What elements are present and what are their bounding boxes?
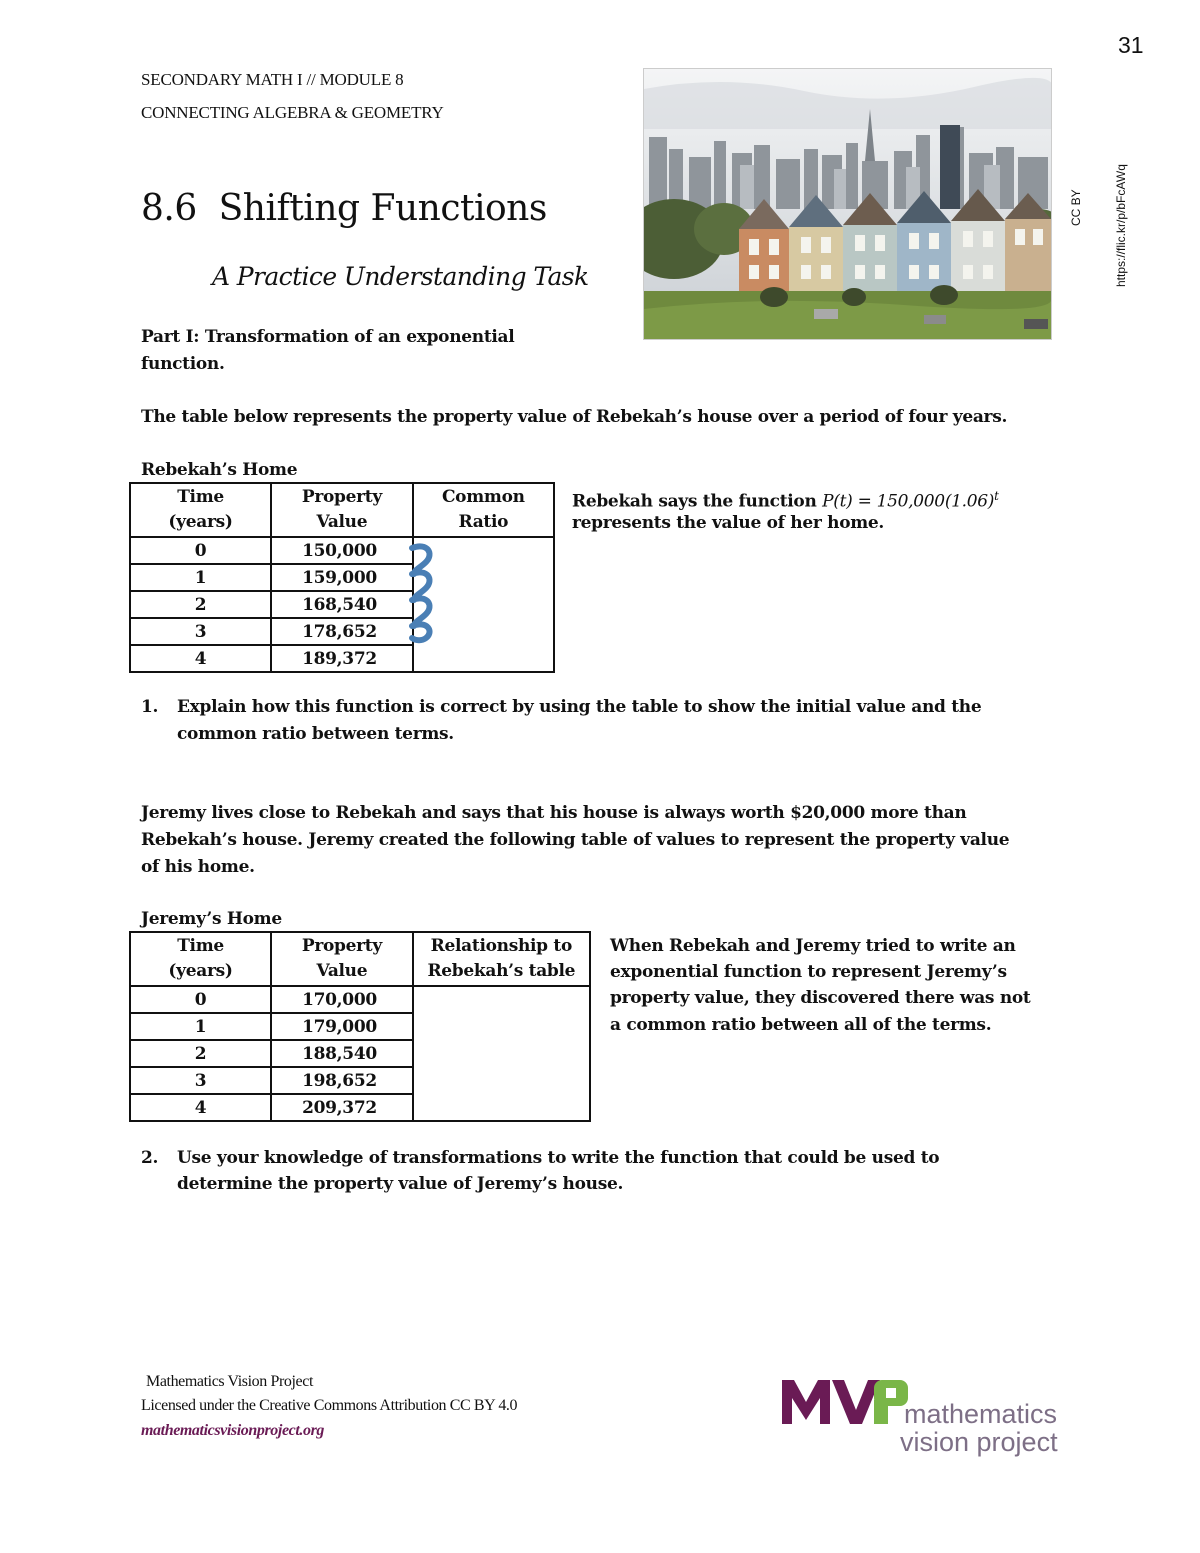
ratio-header — [413, 483, 554, 537]
city-houses-photo — [643, 68, 1052, 340]
header-text: Ratio — [458, 512, 509, 532]
value-cell: 170,000 — [271, 986, 413, 1013]
header-text: Property — [301, 487, 382, 507]
time-header — [130, 483, 271, 537]
value-cell: 209,372 — [271, 1094, 413, 1121]
page-subtitle: A Practice Understanding Task — [212, 262, 589, 291]
module-subheader: CONNECTING ALGEBRA & GEOMETRY — [141, 103, 444, 122]
value-cell: 150,000 — [271, 537, 413, 564]
rebekah-note-text: Rebekah says the function — [572, 491, 823, 512]
value-cell: 198,652 — [271, 1067, 413, 1094]
value-cell: 178,652 — [271, 618, 413, 645]
intro-text: The table below represents the property value of Rebekah’s house over a period of four years. — [141, 407, 1008, 427]
mvp-letters-icon — [782, 1380, 908, 1424]
value-cell: 179,000 — [271, 1013, 413, 1040]
question1-line1: Explain how this function is correct by using the table to show the initial value and the — [177, 697, 982, 717]
time-header — [130, 932, 271, 986]
time-cell: 2 — [130, 591, 271, 618]
logo-word-vision-project: vision project — [900, 1427, 1058, 1457]
part1-heading-line2: function. — [141, 354, 225, 374]
header-text: (years) — [168, 961, 233, 981]
table-row — [130, 537, 554, 564]
value-header — [271, 932, 413, 986]
logo-word-mathematics: mathematics — [904, 1399, 1058, 1429]
time-cell: 3 — [130, 618, 271, 645]
jeremy-intro-line2: Rebekah’s house. Jeremy created the following table of values to represent the property value — [141, 830, 1010, 850]
rebekah-table — [129, 482, 555, 673]
footer-license: Licensed under the Creative Commons Attribution CC BY 4.0 — [141, 1397, 518, 1414]
page-title: 8.6 Shifting Functions — [141, 188, 547, 229]
time-cell: 2 — [130, 1040, 271, 1067]
jeremy-note-line1: When Rebekah and Jeremy tried to write an — [610, 936, 1016, 956]
table-row — [130, 986, 590, 1013]
header-text: Value — [316, 512, 368, 532]
time-cell: 0 — [130, 986, 271, 1013]
jeremy-note-line2: exponential function to represent Jeremy’s — [610, 962, 1007, 982]
ratio-arrows-icon — [404, 540, 440, 644]
module-header: SECONDARY MATH I // MODULE 8 — [141, 70, 404, 89]
jeremy-table-caption: Jeremy’s Home — [141, 909, 282, 929]
header-text: (years) — [168, 512, 233, 532]
jeremy-table — [129, 931, 591, 1122]
value-header — [271, 483, 413, 537]
value-cell: 188,540 — [271, 1040, 413, 1067]
photo-license: CC BY — [1069, 189, 1083, 226]
rebekah-table-caption: Rebekah’s Home — [141, 460, 298, 480]
table-header-row — [130, 483, 554, 537]
formula-exponent: t — [994, 489, 999, 503]
relationship-answer-cell[interactable] — [413, 986, 590, 1121]
page-number: 31 — [1118, 32, 1144, 58]
mvp-logo — [782, 1380, 1082, 1460]
time-cell: 0 — [130, 537, 271, 564]
footer-website-link[interactable]: mathematicsvisionproject.org — [141, 1422, 325, 1439]
table-header-row — [130, 932, 590, 986]
header-text: Relationship to — [430, 936, 572, 956]
jeremy-note-line3: property value, they discovered there was not — [610, 988, 1031, 1008]
question1-line2: common ratio between terms. — [177, 724, 454, 744]
question2-number: 2. — [141, 1148, 159, 1168]
question2-line1: Use your knowledge of transformations to write the function that could be used to — [177, 1148, 940, 1168]
header-text: Rebekah’s table — [427, 961, 576, 981]
time-cell: 1 — [130, 564, 271, 591]
part1-heading-line1: Part I: Transformation of an exponential — [141, 327, 515, 347]
time-cell: 4 — [130, 1094, 271, 1121]
value-cell: 159,000 — [271, 564, 413, 591]
jeremy-intro-line3: of his home. — [141, 857, 255, 877]
jeremy-note-line4: a common ratio between all of the terms. — [610, 1015, 992, 1035]
relationship-header — [413, 932, 590, 986]
rebekah-function-formula: P(t) = 150,000(1.06) — [822, 491, 995, 512]
header-text: Common — [441, 487, 525, 507]
jeremy-intro-line1: Jeremy lives close to Rebekah and says that his house is always worth $20,000 more than — [141, 803, 967, 823]
footer-project-name: Mathematics Vision Project — [146, 1373, 313, 1390]
photo-source-link[interactable]: https://flic.kr/p/bFcAWq — [1114, 164, 1128, 287]
header-text: Property — [301, 936, 382, 956]
time-cell: 1 — [130, 1013, 271, 1040]
rebekah-note-line2: represents the value of her home. — [572, 513, 885, 533]
value-cell: 189,372 — [271, 645, 413, 672]
header-text: Time — [177, 936, 224, 956]
header-text: Time — [177, 487, 224, 507]
question1-number: 1. — [141, 697, 159, 717]
time-cell: 3 — [130, 1067, 271, 1094]
value-cell: 168,540 — [271, 591, 413, 618]
city-houses-image — [644, 69, 1051, 339]
header-text: Value — [316, 961, 368, 981]
question2-line2: determine the property value of Jeremy’s house. — [177, 1174, 624, 1194]
time-cell: 4 — [130, 645, 271, 672]
